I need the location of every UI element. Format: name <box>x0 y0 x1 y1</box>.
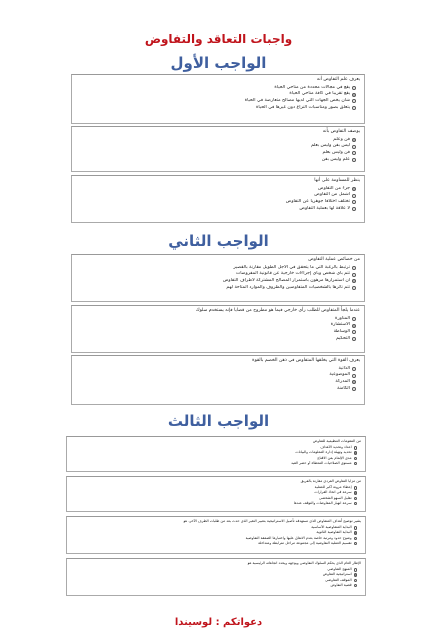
option-label: علم وليس بفن <box>321 156 350 162</box>
option[interactable] <box>76 85 356 92</box>
option[interactable] <box>76 322 356 329</box>
question-card <box>71 355 365 405</box>
option-label: ليس بفن وليس بعلم <box>310 143 350 149</box>
radio-icon[interactable] <box>352 207 356 211</box>
radio-icon[interactable] <box>352 200 356 204</box>
option-label: فن وليس بعلم <box>322 149 350 155</box>
option-label: التحكيم <box>335 335 350 341</box>
option[interactable] <box>76 186 356 193</box>
option[interactable] <box>76 265 356 272</box>
radio-icon[interactable] <box>352 266 356 270</box>
radio-icon[interactable] <box>354 462 357 465</box>
radio-icon[interactable] <box>354 542 357 545</box>
option-label: المنهج التفاوضي <box>327 567 352 572</box>
radio-icon[interactable] <box>352 151 356 155</box>
option[interactable] <box>76 379 356 386</box>
option-label: وضوح حدود ومرتبة خاصة بعدم الاتفاق عليها واختبارها الصفقة التفاوضية <box>245 535 352 540</box>
option-label: تتم بأي شخص وبأي إجراءات خارجية عن قانونية المفروضات <box>235 271 350 277</box>
question-card <box>66 436 366 472</box>
question-card <box>71 175 365 223</box>
option[interactable] <box>76 316 356 323</box>
option[interactable] <box>71 501 357 506</box>
radio-icon[interactable] <box>352 158 356 162</box>
radio-icon[interactable] <box>352 337 356 341</box>
option-label: البداية التفاوضية الثانوية <box>316 530 352 535</box>
question-text: عندما يلجأ المتفاوض للطلب رأي خارجي فيما هو مطروح من قضايا فإنه يستخدم سلوك <box>195 308 360 313</box>
radio-icon[interactable] <box>352 106 356 110</box>
question-text: يوصف التفاوض بأنه <box>322 129 360 134</box>
option[interactable] <box>76 278 356 285</box>
option-label: الذاتية <box>338 365 350 371</box>
radio-icon[interactable] <box>354 486 357 489</box>
option-label: المناورة <box>335 315 350 321</box>
section-heading-1: الواجب الأول <box>170 54 267 72</box>
option[interactable] <box>76 199 356 206</box>
option[interactable] <box>76 372 356 379</box>
option[interactable] <box>76 386 356 393</box>
question-card <box>71 254 365 302</box>
option[interactable] <box>71 583 357 588</box>
radio-selected-icon[interactable] <box>352 138 356 142</box>
option[interactable] <box>76 285 356 292</box>
radio-selected-icon[interactable] <box>352 187 356 191</box>
radio-selected-icon[interactable] <box>354 451 357 454</box>
option-label: الوساطة <box>333 328 350 334</box>
radio-selected-icon[interactable] <box>354 491 357 494</box>
option-label: لا علاقة لها بعملية التفاوض <box>299 205 350 211</box>
option-label: يتعلق بصور ومناسبات النزاع دون غيرها في الحياة <box>256 104 350 110</box>
option[interactable] <box>76 366 356 373</box>
option-label: تحديد وتهيئة إدارة المعلومات والبيانات <box>295 450 352 455</box>
option-label: مستوى الصلاحيات المعطاة أو حصر القيد <box>291 460 352 465</box>
option-label: إعطاء مرونة أكبر للعملية <box>314 485 352 490</box>
radio-icon[interactable] <box>354 526 357 529</box>
option-label: جزء من التفاوض <box>318 185 350 191</box>
radio-selected-icon[interactable] <box>354 531 357 534</box>
question-text: من خصائص عملية التفاوض <box>308 257 360 262</box>
option[interactable] <box>76 206 356 213</box>
option[interactable] <box>76 143 356 150</box>
option-label: المدركة <box>335 378 350 384</box>
option-label: الموضوعية <box>329 372 350 378</box>
section-heading-2: الواجب الثاني <box>168 232 269 250</box>
radio-selected-icon[interactable] <box>354 573 357 576</box>
question-text: يشير توضيح أهداف المتفاوض الذي تستهدفه تأصيل الاستراتيجية بتعبير التغير الذي حدث بعد من طلبات الطرف الآخر، هو <box>183 519 361 523</box>
option-label: الكامنة <box>337 385 350 391</box>
question-text: ينظر للمساومة على أنها <box>314 178 360 183</box>
radio-selected-icon[interactable] <box>352 93 356 97</box>
radio-icon[interactable] <box>354 579 357 582</box>
radio-icon[interactable] <box>354 537 357 540</box>
question-text: الإطار العام الذي يحكم السلوك التفاوضي ويوجهه ويحدد اتجاهاته الرئيسية هو <box>247 561 361 565</box>
question-card <box>71 305 365 353</box>
option-label: الموقف التفاوضي <box>325 577 352 582</box>
option[interactable] <box>76 329 356 336</box>
question-card <box>66 558 366 596</box>
option[interactable] <box>76 336 356 343</box>
radio-icon[interactable] <box>354 568 357 571</box>
radio-icon[interactable] <box>352 273 356 277</box>
option-label: اعداد وتحديد الأهداف <box>320 445 352 450</box>
radio-selected-icon[interactable] <box>352 380 356 384</box>
question-card <box>66 476 366 512</box>
option[interactable] <box>76 150 356 157</box>
option[interactable] <box>76 91 356 98</box>
option-label: قضية التفاوض <box>330 582 352 587</box>
section-heading-3: الواجب الثالث <box>167 412 270 430</box>
radio-icon[interactable] <box>352 317 356 321</box>
option-label: شأن يخص الجهات التي لديها مصالح متعارضة في الحياة <box>244 97 350 103</box>
radio-icon[interactable] <box>352 99 356 103</box>
question-text: يعرف القوة التي يخلقها المتفاوض في ذهن الخصم بالقوة <box>252 358 360 363</box>
option[interactable] <box>71 541 357 546</box>
option-label: فن وعلم <box>333 136 350 142</box>
radio-selected-icon[interactable] <box>352 279 356 283</box>
option-label: مدى الإلمام بفن الاقناع <box>317 455 352 460</box>
option-label: ترتبط بالرغبة التي ما يتحقق في الأجل الطويل مقارنة بالقصير <box>233 264 350 270</box>
option[interactable] <box>76 105 356 112</box>
footer-signature: دعواتكم : لوسيندا <box>174 617 263 628</box>
option-label: البداية المتفاوضية الأساسية <box>311 525 352 530</box>
radio-icon[interactable] <box>354 446 357 449</box>
option-label: تقليل السهو الشخصي <box>318 495 352 500</box>
option-label: يقع في مجالات محددة من مناحي الحياة <box>274 84 350 90</box>
question-text: من المقومات التنظيمية للتفاوض <box>312 439 361 443</box>
option-label: سرعة في اتخاذ القرارات <box>314 490 352 495</box>
option-label: الاستشارة <box>330 322 350 328</box>
page-title: واجبات التعاقد والتفاوض <box>144 32 293 46</box>
option[interactable] <box>76 271 356 278</box>
question-text: من مزايا التفاوض الفردي مقارنة بالفريق <box>300 479 361 483</box>
option[interactable] <box>76 157 356 164</box>
radio-icon[interactable] <box>352 367 356 371</box>
option-label: تقسيم العملية التفاوضية إلى مجموعة مراحل مترابطة ومتداخلة <box>258 540 352 545</box>
radio-icon[interactable] <box>354 497 357 500</box>
option-label: يقع تقريبا في كافة مناحي الحياة <box>289 91 350 97</box>
option-label: أن استمرارها مرهون باستمرار المصالح المشتركة لأطراف التفاوض <box>222 277 350 283</box>
option[interactable] <box>76 192 356 199</box>
radio-icon[interactable] <box>352 374 356 378</box>
radio-icon[interactable] <box>352 145 356 149</box>
radio-icon[interactable] <box>354 457 357 460</box>
radio-icon[interactable] <box>352 286 356 290</box>
question-card <box>66 516 366 554</box>
question-card <box>71 126 365 172</box>
option[interactable] <box>76 98 356 105</box>
option[interactable] <box>71 461 357 466</box>
option-label: سرعة انهيار المفاوضات والتوقف عندها <box>293 500 352 505</box>
option-label: استراتيجية التفاوض <box>322 572 352 577</box>
option-label: تختلف اختلافا جوهريا عن التفاوض <box>285 198 350 204</box>
radio-icon[interactable] <box>352 387 356 391</box>
option-label: أشمل من التفاوض <box>314 192 350 198</box>
radio-icon[interactable] <box>354 584 357 587</box>
radio-icon[interactable] <box>352 86 356 90</box>
option-label: تتم تأثرها بالشخصيات المتفاوضين والظروف والموارد المتاحة لهم <box>226 284 350 290</box>
radio-icon[interactable] <box>352 330 356 334</box>
question-text: يعرف علم التفاوض أنه <box>316 77 360 82</box>
radio-icon[interactable] <box>352 194 356 198</box>
question-card <box>71 74 365 124</box>
radio-icon[interactable] <box>354 502 357 505</box>
option[interactable] <box>76 137 356 144</box>
radio-selected-icon[interactable] <box>352 324 356 328</box>
